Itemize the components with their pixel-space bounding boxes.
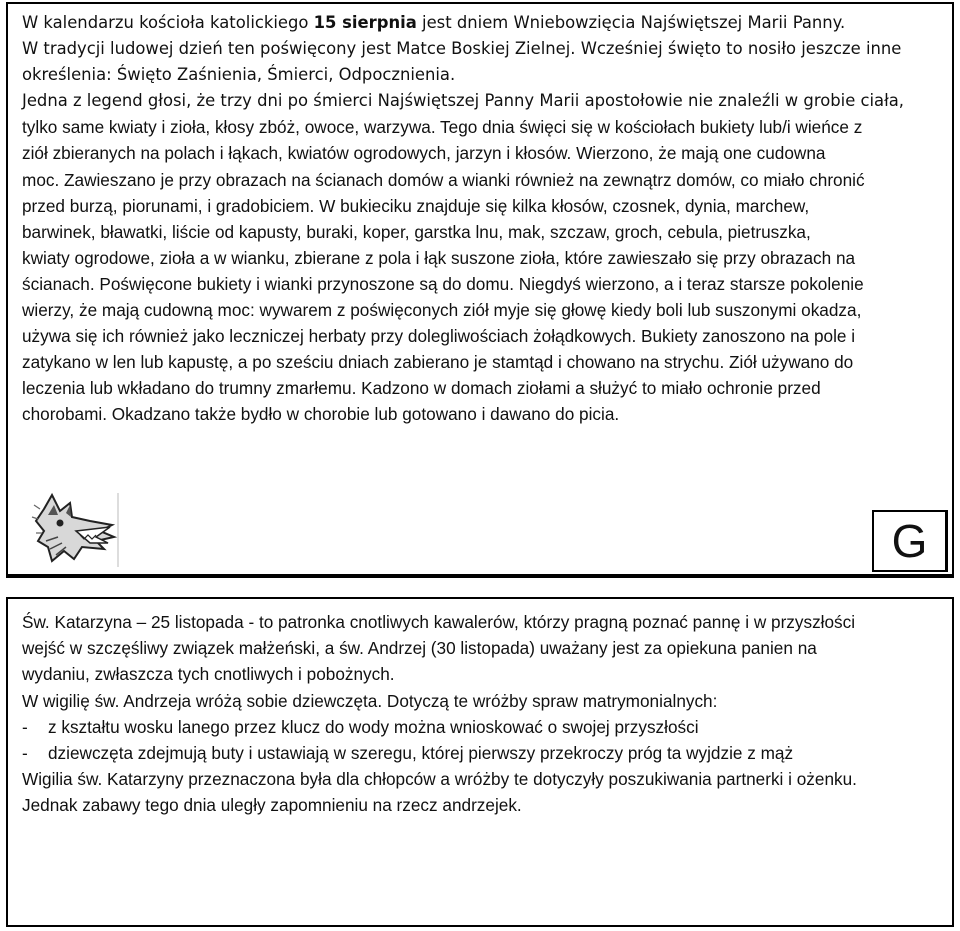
text-line: chorobami. Okadzano także bydło w chorobie lub gotowano i dawano do picia. xyxy=(22,404,620,425)
text-line: Św. Katarzyna – 25 listopada - to patronka cnotliwych kawalerów, którzy pragną poznać pannę i w przyszłości xyxy=(22,612,856,632)
letter-label: G xyxy=(891,515,928,567)
assumption-text xyxy=(22,10,938,428)
text-line: przed burzą, piorunami, i gradobiciem. W bukieciku znajduje się kilka kłosów, czosnek, dynia, marchew, xyxy=(22,195,810,216)
text-line: używa się ich również jako leczniczej herbaty przy dolegliwościach żołądkowych. Bukiety zanoszono na pole i xyxy=(22,326,856,347)
letter-tile xyxy=(872,510,948,572)
dash-marker: - xyxy=(22,716,28,737)
dash-marker: - xyxy=(22,743,28,764)
text-line: Jedna z legend głosi, że trzy dni po śmierci Najświętszej Panny Marii apostołowie nie znaleźli w grobie ciała, xyxy=(22,91,905,111)
text-line: określenia: Święto Zaśnienia, Śmierci, Odpocznienia. xyxy=(22,65,456,85)
bullet-item: - dziewczęta zdejmują buty i ustawiają w szeregu, której pierwszy przekroczy próg ta wyjdzie z mąż xyxy=(22,740,938,766)
date-highlight: 15 sierpnia xyxy=(313,13,417,32)
text-line: wydaniu, zwłaszcza tych cnotliwych i pobożnych. xyxy=(22,664,395,685)
bullet-item: - z kształtu wosku lanego przez klucz do wody można wnioskować o swojej przyszłości xyxy=(22,714,938,740)
text-line: wejść w szczęśliwy związek małżeński, a św. Andrzej (30 listopada) uważany jest za opiekuna panien na xyxy=(22,638,817,659)
wolf-head-icon xyxy=(30,491,122,571)
st-catherine-text xyxy=(22,609,938,819)
st-catherine-card xyxy=(6,597,954,927)
text-line: moc. Zawieszano je przy obrazach na ścianach domów a wianki również na zewnątrz domów, co miało chronić xyxy=(22,169,865,190)
text-line: ziół zbieranych na polach i łąkach, kwiatów ogrodowych, jarzyn i kłosów. Wierzono, że mają one cudowna xyxy=(22,143,826,164)
text-line: kwiaty ogrodowe, zioła a w wianku, zbierane z pola i łąk suszone zioła, które zawieszało się przy obrazach na xyxy=(22,247,856,268)
text-line: tylko same kwiaty i zioła, kłosy zbóż, owoce, warzywa. Tego dnia święci się w kościołach bukiety lub/i wieńce z xyxy=(22,117,863,138)
text-line: leczenia lub wkładano do trumny zmarłemu. Kadzono w domach ziołami a służyć to miało ochronie przed xyxy=(22,378,821,399)
text-line: W tradycji ludowej dzień ten poświęcony jest Matce Boskiej Zielnej. Wcześniej święto to nosiło jeszcze inne xyxy=(22,39,902,59)
text-line: ścianach. Poświęcone bukiety i wianki przynoszone są do domu. Niegdyś wierzono, a i teraz starsze pokolenie xyxy=(22,273,864,294)
text-line: wierzy, że mają cudowną moc: wywarem z poświęconych ziół myje się głowę kiedy boli lub suszonymi okadza, xyxy=(22,300,862,321)
text-line: W kalendarzu kościoła katolickiego 15 sierpnia jest dniem Wniebowzięcia Najświętszej Marii Panny. xyxy=(22,13,846,32)
assumption-card xyxy=(6,2,954,578)
text-line: zatykano w len lub kapustę, a po sześciu dniach zabierano je stamtąd i chowano na strychu. Ziół używano do xyxy=(22,352,854,373)
text-line: W wigilię św. Andrzeja wróżą sobie dziewczęta. Dotyczą te wróżby spraw matrymonialnych: xyxy=(22,690,718,711)
text-line: Wigilia św. Katarzyny przeznaczona była dla chłopców a wróżby te dotyczyły poszukiwania partnerki i ożenku. xyxy=(22,769,857,790)
text-line: barwinek, bławatki, liście od kapusty, buraki, koper, garstka lnu, mak, szczaw, groch, cebula, pietruszka, xyxy=(22,221,811,242)
text-line: Jednak zabawy tego dnia uległy zapomnieniu na rzecz andrzejek. xyxy=(22,795,522,816)
